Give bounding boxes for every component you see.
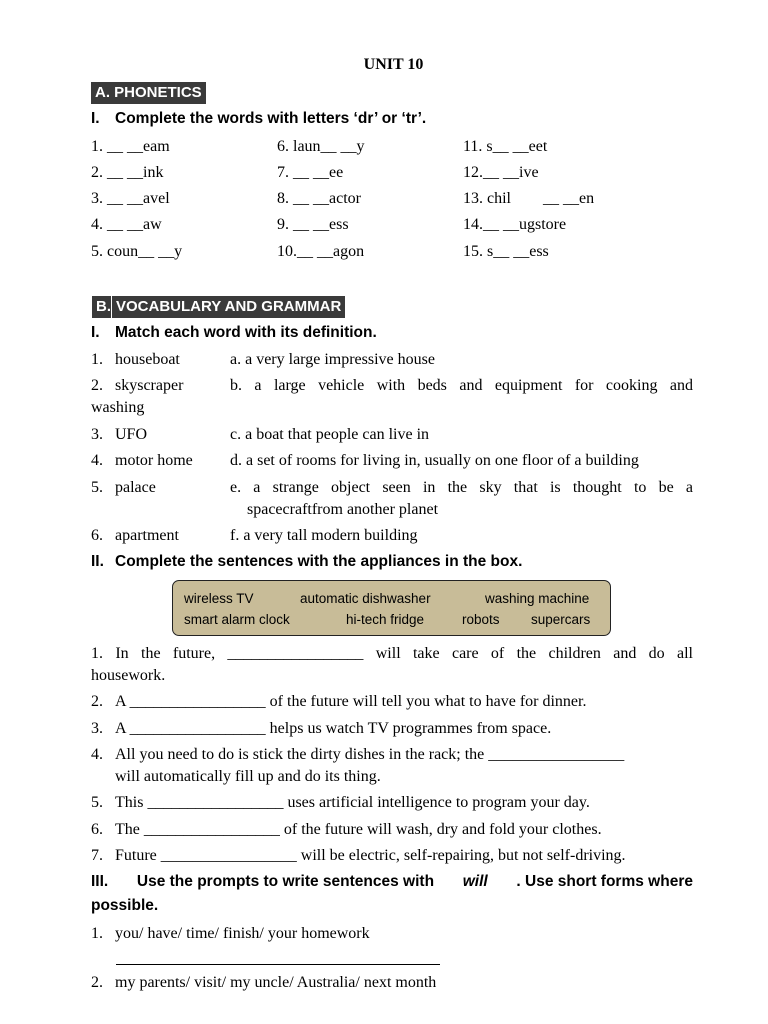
section-a-badge: A. PHONETICS <box>91 82 206 104</box>
box-word: supercars <box>531 612 591 627</box>
phonetics-item: 1. __ __eam <box>91 138 170 155</box>
word-box <box>172 580 611 636</box>
phonetics-item: 8. __ __actor <box>277 190 361 207</box>
match-word: 5. palace <box>91 479 156 496</box>
phonetics-item: 14.__ __ugstore <box>463 216 567 233</box>
sentence: 6. The _________________ of the future will wash, dry and fold your clothes. <box>91 821 602 838</box>
box-word: automatic dishwasher <box>300 591 431 606</box>
match-definition: c. a boat that people can live in <box>230 426 430 443</box>
match-word: 2. skyscraper <box>91 377 184 394</box>
sentence: 2. A _________________ of the future will tell you what to have for dinner. <box>91 693 587 710</box>
match-definition: b. a large vehicle with beds and equipment for cooking and <box>230 377 693 394</box>
phonetics-item: 6. laun__ __y <box>277 138 365 155</box>
prompt-item: 1. you/ have/ time/ finish/ your homework <box>91 925 370 942</box>
phonetics-item: 15. s__ __ess <box>463 243 549 260</box>
instruction-number: I. <box>91 110 100 127</box>
box-word: robots <box>462 612 500 627</box>
phonetics-instruction <box>91 110 426 128</box>
prompts-instruction: III. Use the prompts to write sentences with will . Use short forms where <box>91 873 693 890</box>
instruction-number: III. <box>91 873 109 890</box>
phonetics-item: 13. chil __ __en <box>463 190 595 207</box>
match-definition: a. a very large impressive house <box>230 351 435 368</box>
phonetics-item: 7. __ __ee <box>277 164 344 181</box>
instruction-number: I. <box>91 324 100 341</box>
match-definition-cont: spacecraftfrom another planet <box>247 501 439 518</box>
phonetics-item: 12.__ __ive <box>463 164 539 181</box>
section-b-badge-letter: B. <box>92 296 111 318</box>
page-title: UNIT 10 <box>363 56 424 73</box>
answer-line[interactable] <box>116 964 440 965</box>
match-word: 6. apartment <box>91 527 179 544</box>
sentence: 3. A _________________ helps us watch TV programmes from space. <box>91 720 552 737</box>
section-b-badge: VOCABULARY AND GRAMMAR <box>112 296 345 318</box>
box-word: smart alarm clock <box>184 612 290 627</box>
phonetics-item: 3. __ __avel <box>91 190 170 207</box>
instruction-text: Complete the words with letters ‘dr’ or ‘tr’. <box>115 110 427 127</box>
box-word: wireless TV <box>184 591 254 606</box>
instruction-number: II. <box>91 553 104 570</box>
sentence: 4. All you need to do is stick the dirty dishes in the rack; the _________________ <box>91 746 625 763</box>
sentence: 5. This _________________ uses artificial intelligence to program your day. <box>91 794 590 811</box>
match-word: 1. houseboat <box>91 351 180 368</box>
sentence-cont: housework. <box>91 667 166 684</box>
box-word: hi-tech fridge <box>346 612 425 627</box>
box-word: washing machine <box>485 591 590 606</box>
match-definition: f. a very tall modern building <box>230 527 418 544</box>
sentence-cont: will automatically fill up and do its thing. <box>115 768 381 785</box>
instruction-text: Match each word with its definition. <box>115 324 377 341</box>
match-word: 3. UFO <box>91 426 148 443</box>
prompts-instruction-cont: possible. <box>91 897 159 914</box>
sentence: 1. In the future, _________________ will take care of the children and do all <box>91 645 693 662</box>
match-definition: d. a set of rooms for living in, usually on one floor of a building <box>230 452 639 469</box>
phonetics-item: 2. __ __ink <box>91 164 164 181</box>
match-instruction <box>91 324 377 342</box>
phonetics-item: 9. __ __ess <box>277 216 349 233</box>
match-definition: e. a strange object seen in the sky that is thought to be a <box>230 479 693 496</box>
phonetics-item: 5. coun__ __y <box>91 243 183 260</box>
appliances-instruction <box>91 553 522 571</box>
phonetics-item: 4. __ __aw <box>91 216 162 233</box>
phonetics-item: 11. s__ __eet <box>463 138 548 155</box>
phonetics-item: 10.__ __agon <box>277 243 365 260</box>
match-word: 4. motor home <box>91 452 193 469</box>
prompt-item: 2. my parents/ visit/ my uncle/ Australia/ next month <box>91 974 437 991</box>
instruction-text: Complete the sentences with the appliances in the box. <box>115 553 523 570</box>
sentence: 7. Future _________________ will be electric, self-repairing, but not self-driving. <box>91 847 626 864</box>
match-definition-cont: washing <box>91 399 145 416</box>
